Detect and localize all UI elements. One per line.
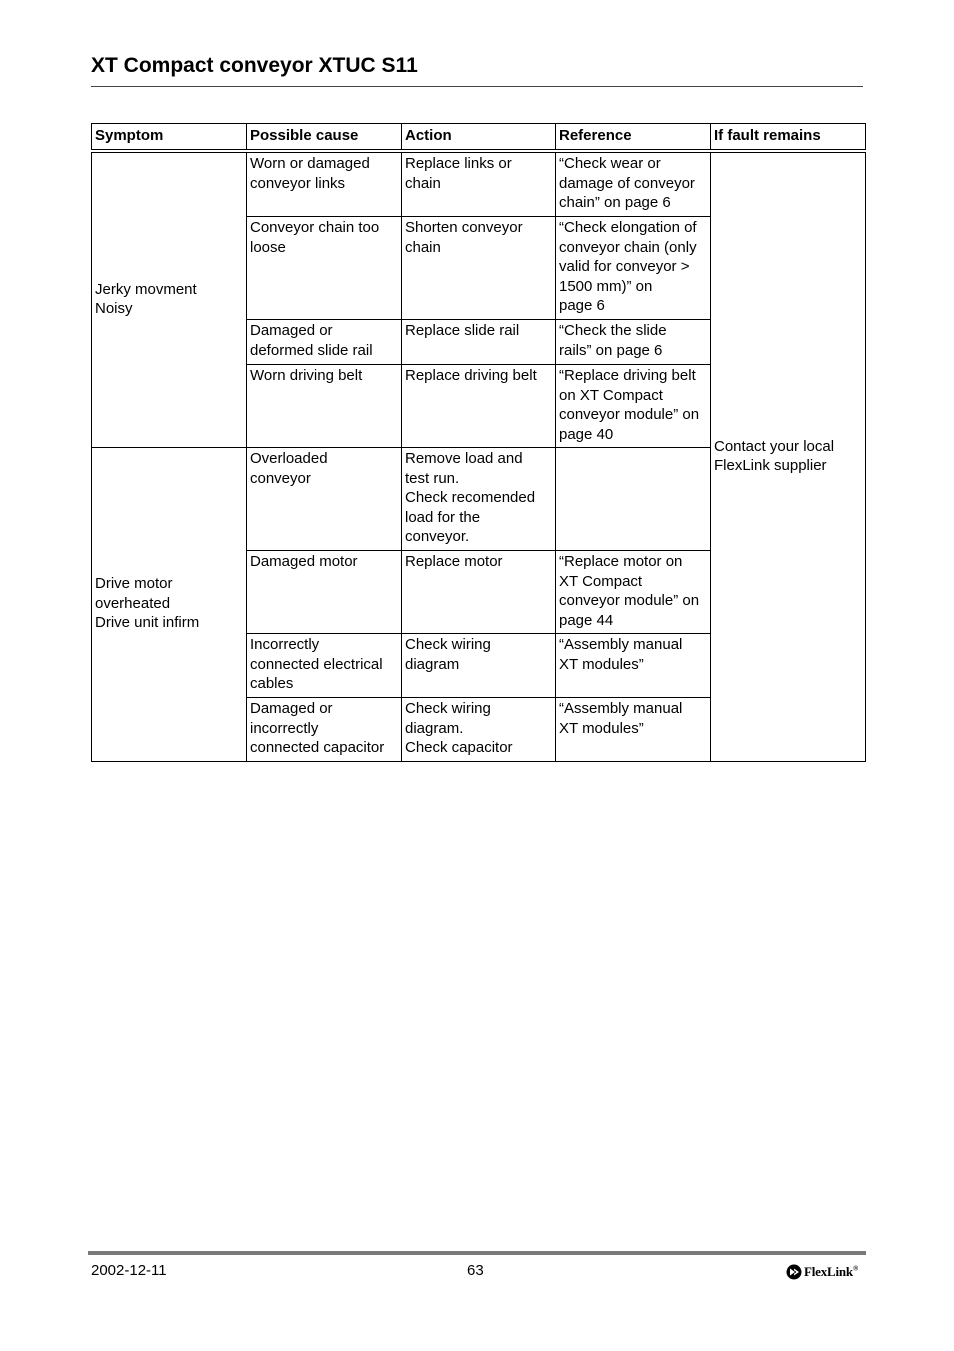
- cause-cell: Damaged or deformed slide rail: [247, 320, 402, 365]
- action-cell: Replace motor: [402, 551, 556, 634]
- page-title: XT Compact conveyor XTUC S11: [91, 54, 418, 77]
- cause-cell: Overloaded conveyor: [247, 448, 402, 551]
- action-cell: Shorten conveyor chain: [402, 217, 556, 320]
- reference-cell: “Assembly manual XT modules”: [556, 634, 711, 698]
- reference-cell: “Check the slide rails” on page 6: [556, 320, 711, 365]
- footer-divider: [88, 1251, 866, 1255]
- column-header: Action: [402, 124, 556, 150]
- column-header: If fault remains: [711, 124, 866, 150]
- action-cell: Check wiring diagram: [402, 634, 556, 698]
- column-header: Reference: [556, 124, 711, 150]
- reference-cell: “Replace driving belt on XT Compact conveyor module” on page 40: [556, 365, 711, 448]
- footer-date: 2002-12-11: [91, 1262, 167, 1279]
- flexlink-logo-icon: [786, 1264, 802, 1280]
- action-cell: Replace slide rail: [402, 320, 556, 365]
- flexlink-logo: [786, 1264, 858, 1280]
- action-cell: Remove load and test run. Check recomended load for the conveyor.: [402, 448, 556, 551]
- cause-cell: Conveyor chain too loose: [247, 217, 402, 320]
- reference-cell: [556, 448, 711, 551]
- troubleshooting-table: [91, 123, 866, 762]
- reference-cell: “Replace motor on XT Compact conveyor module” on page 44: [556, 551, 711, 634]
- logo-text: FlexLink®: [804, 1264, 858, 1279]
- action-cell: Replace driving belt: [402, 365, 556, 448]
- action-cell: Check wiring diagram. Check capacitor: [402, 698, 556, 762]
- reference-cell: “Check wear or damage of conveyor chain” on page 6: [556, 153, 711, 217]
- title-divider: [91, 86, 863, 87]
- column-header: Symptom: [92, 124, 247, 150]
- reference-cell: “Check elongation of conveyor chain (only valid for conveyor > 1500 mm)” on page 6: [556, 217, 711, 320]
- table-header-row: [92, 124, 866, 150]
- reference-cell: “Assembly manual XT modules”: [556, 698, 711, 762]
- table-row: [92, 153, 866, 217]
- cause-cell: Worn or damaged conveyor links: [247, 153, 402, 217]
- cause-cell: Damaged or incorrectly connected capacitor: [247, 698, 402, 762]
- cause-cell: Damaged motor: [247, 551, 402, 634]
- symptom-cell: Jerky movment Noisy: [92, 153, 247, 448]
- column-header: Possible cause: [247, 124, 402, 150]
- cause-cell: Incorrectly connected electrical cables: [247, 634, 402, 698]
- symptom-cell: Drive motor overheated Drive unit infirm: [92, 448, 247, 762]
- cause-cell: Worn driving belt: [247, 365, 402, 448]
- fault-remains-cell: Contact your local FlexLink supplier: [711, 153, 866, 762]
- page-number: 63: [467, 1262, 484, 1279]
- action-cell: Replace links or chain: [402, 153, 556, 217]
